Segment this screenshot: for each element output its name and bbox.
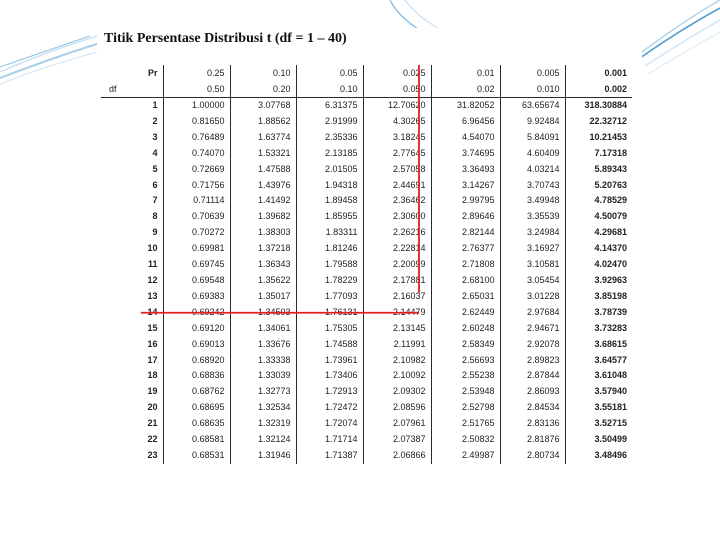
value-cell: 2.87844 bbox=[500, 368, 565, 384]
value-cell: 1.35017 bbox=[230, 289, 296, 305]
value-cell: 0.68920 bbox=[163, 353, 230, 369]
value-cell: 2.20099 bbox=[363, 257, 431, 273]
value-cell: 2.07387 bbox=[363, 432, 431, 448]
table-row bbox=[101, 448, 632, 464]
value-cell: 1.76131 bbox=[296, 305, 363, 321]
df-label: df bbox=[101, 81, 163, 98]
df-cell: 1 bbox=[152, 100, 158, 110]
df-cell: 19 bbox=[147, 386, 158, 397]
value-cell: 1.43976 bbox=[230, 178, 296, 194]
value-cell: 2.09302 bbox=[363, 384, 431, 400]
df-cell: 13 bbox=[147, 290, 158, 301]
value-cell: 2.11991 bbox=[363, 337, 431, 353]
header-cell: 0.005 bbox=[500, 65, 565, 81]
value-cell: 3.52715 bbox=[565, 416, 632, 432]
value-cell: 0.68581 bbox=[163, 432, 230, 448]
value-cell: 2.52798 bbox=[431, 400, 500, 416]
header-cell: 0.10 bbox=[230, 65, 296, 81]
value-cell: 0.68635 bbox=[163, 416, 230, 432]
value-cell: 2.16037 bbox=[363, 289, 431, 305]
table-row bbox=[101, 209, 632, 225]
value-cell: 1.41492 bbox=[230, 193, 296, 209]
value-cell: 2.97684 bbox=[500, 305, 565, 321]
df-cell: 9 bbox=[152, 227, 158, 238]
value-cell: 1.39682 bbox=[230, 209, 296, 225]
value-cell: 0.81650 bbox=[163, 114, 230, 130]
value-cell: 4.02470 bbox=[565, 257, 632, 273]
table-row bbox=[101, 225, 632, 241]
value-cell: 2.36462 bbox=[363, 193, 431, 209]
value-cell: 3.68615 bbox=[565, 337, 632, 353]
value-cell: 3.24984 bbox=[500, 225, 565, 241]
df-cell: 20 bbox=[147, 402, 158, 413]
value-cell: 1.53321 bbox=[230, 146, 296, 162]
value-cell: 6.31375 bbox=[296, 98, 363, 114]
value-cell: 2.80734 bbox=[500, 448, 565, 464]
table-row bbox=[101, 162, 632, 178]
table-row bbox=[101, 130, 632, 146]
value-cell: 2.06866 bbox=[363, 448, 431, 464]
df-cell: 14 bbox=[147, 306, 158, 317]
value-cell: 1.74588 bbox=[296, 337, 363, 353]
value-cell: 2.94671 bbox=[500, 321, 565, 337]
value-cell: 1.00000 bbox=[163, 98, 230, 114]
value-cell: 1.32319 bbox=[230, 416, 296, 432]
value-cell: 1.32534 bbox=[230, 400, 296, 416]
value-cell: 4.03214 bbox=[500, 162, 565, 178]
value-cell: 0.68762 bbox=[163, 384, 230, 400]
value-cell: 0.69745 bbox=[163, 257, 230, 273]
value-cell: 2.22814 bbox=[363, 241, 431, 257]
value-cell: 1.33676 bbox=[230, 337, 296, 353]
header-cell: 0.010 bbox=[500, 81, 565, 98]
value-cell: 0.68695 bbox=[163, 400, 230, 416]
value-cell: 2.56693 bbox=[431, 353, 500, 369]
value-cell: 2.10092 bbox=[363, 368, 431, 384]
value-cell: 2.55238 bbox=[431, 368, 500, 384]
value-cell: 2.58349 bbox=[431, 337, 500, 353]
value-cell: 2.89646 bbox=[431, 209, 500, 225]
value-cell: 1.77093 bbox=[296, 289, 363, 305]
value-cell: 1.36343 bbox=[230, 257, 296, 273]
value-cell: 3.55181 bbox=[565, 400, 632, 416]
header-cell: 0.050 bbox=[363, 81, 431, 98]
value-cell: 3.73283 bbox=[565, 321, 632, 337]
value-cell: 2.26216 bbox=[363, 225, 431, 241]
value-cell: 3.10581 bbox=[500, 257, 565, 273]
value-cell: 1.79588 bbox=[296, 257, 363, 273]
value-cell: 3.70743 bbox=[500, 178, 565, 194]
header-cell: 0.01 bbox=[431, 65, 500, 81]
value-cell: 2.65031 bbox=[431, 289, 500, 305]
value-cell: 63.65674 bbox=[500, 98, 565, 114]
value-cell: 2.86093 bbox=[500, 384, 565, 400]
table-row bbox=[101, 368, 632, 384]
df-cell: 23 bbox=[147, 449, 158, 460]
header-cell: 0.001 bbox=[565, 65, 632, 81]
value-cell: 2.99795 bbox=[431, 193, 500, 209]
header-cell: 0.25 bbox=[163, 65, 230, 81]
value-cell: 3.57940 bbox=[565, 384, 632, 400]
value-cell: 3.48496 bbox=[565, 448, 632, 464]
value-cell: 2.82144 bbox=[431, 225, 500, 241]
header-cell: 0.002 bbox=[565, 81, 632, 98]
table-row bbox=[101, 384, 632, 400]
value-cell: 1.75305 bbox=[296, 321, 363, 337]
value-cell: 0.69242 bbox=[163, 305, 230, 321]
value-cell: 3.78739 bbox=[565, 305, 632, 321]
df-cell: 10 bbox=[147, 243, 158, 254]
value-cell: 0.69548 bbox=[163, 273, 230, 289]
value-cell: 0.74070 bbox=[163, 146, 230, 162]
value-cell: 2.01505 bbox=[296, 162, 363, 178]
value-cell: 0.71756 bbox=[163, 178, 230, 194]
header-cell: 0.025 bbox=[363, 65, 431, 81]
value-cell: 3.07768 bbox=[230, 98, 296, 114]
value-cell: 2.08596 bbox=[363, 400, 431, 416]
value-cell: 1.73406 bbox=[296, 368, 363, 384]
value-cell: 2.17881 bbox=[363, 273, 431, 289]
value-cell: 4.50079 bbox=[565, 209, 632, 225]
value-cell: 3.18245 bbox=[363, 130, 431, 146]
table-row bbox=[101, 416, 632, 432]
value-cell: 6.96456 bbox=[431, 114, 500, 130]
header-cell: 0.20 bbox=[230, 81, 296, 98]
df-cell: 16 bbox=[147, 338, 158, 349]
value-cell: 2.50832 bbox=[431, 432, 500, 448]
df-cell: 7 bbox=[152, 195, 158, 206]
value-cell: 2.83136 bbox=[500, 416, 565, 432]
value-cell: 1.94318 bbox=[296, 178, 363, 194]
df-cell: 17 bbox=[147, 354, 158, 365]
value-cell: 0.69981 bbox=[163, 241, 230, 257]
value-cell: 1.32773 bbox=[230, 384, 296, 400]
value-cell: 2.68100 bbox=[431, 273, 500, 289]
value-cell: 2.91999 bbox=[296, 114, 363, 130]
value-cell: 2.10982 bbox=[363, 353, 431, 369]
value-cell: 3.64577 bbox=[565, 353, 632, 369]
value-cell: 2.14479 bbox=[363, 305, 431, 321]
value-cell: 4.78529 bbox=[565, 193, 632, 209]
df-cell: 8 bbox=[152, 211, 158, 222]
value-cell: 1.37218 bbox=[230, 241, 296, 257]
top-left-swoosh bbox=[0, 34, 110, 84]
pr-label: Pr bbox=[147, 68, 158, 78]
value-cell: 0.68836 bbox=[163, 368, 230, 384]
value-cell: 0.71114 bbox=[163, 193, 230, 209]
value-cell: 3.14267 bbox=[431, 178, 500, 194]
value-cell: 318.30884 bbox=[565, 98, 632, 114]
header-cell: 0.05 bbox=[296, 65, 363, 81]
value-cell: 2.49987 bbox=[431, 448, 500, 464]
value-cell: 2.35336 bbox=[296, 130, 363, 146]
value-cell: 0.70639 bbox=[163, 209, 230, 225]
value-cell: 2.13145 bbox=[363, 321, 431, 337]
page-title: Titik Persentase Distribusi t (df = 1 – 40) bbox=[104, 31, 347, 46]
value-cell: 9.92484 bbox=[500, 114, 565, 130]
value-cell: 3.35539 bbox=[500, 209, 565, 225]
value-cell: 5.84091 bbox=[500, 130, 565, 146]
value-cell: 2.92078 bbox=[500, 337, 565, 353]
value-cell: 1.88562 bbox=[230, 114, 296, 130]
value-cell: 2.51765 bbox=[431, 416, 500, 432]
df-cell: 12 bbox=[147, 274, 158, 285]
table-row bbox=[101, 321, 632, 337]
value-cell: 3.74695 bbox=[431, 146, 500, 162]
value-cell: 2.62449 bbox=[431, 305, 500, 321]
value-cell: 4.14370 bbox=[565, 241, 632, 257]
value-cell: 0.76489 bbox=[163, 130, 230, 146]
value-cell: 0.70272 bbox=[163, 225, 230, 241]
header-row-two-tailed bbox=[101, 81, 632, 98]
value-cell: 2.53948 bbox=[431, 384, 500, 400]
value-cell: 1.47588 bbox=[230, 162, 296, 178]
table-row bbox=[101, 353, 632, 369]
table-row bbox=[101, 114, 632, 130]
value-cell: 22.32712 bbox=[565, 114, 632, 130]
value-cell: 1.73961 bbox=[296, 353, 363, 369]
value-cell: 3.85198 bbox=[565, 289, 632, 305]
value-cell: 3.36493 bbox=[431, 162, 500, 178]
value-cell: 0.68531 bbox=[163, 448, 230, 464]
value-cell: 2.57058 bbox=[363, 162, 431, 178]
value-cell: 10.21453 bbox=[565, 130, 632, 146]
value-cell: 3.50499 bbox=[565, 432, 632, 448]
value-cell: 1.81246 bbox=[296, 241, 363, 257]
value-cell: 2.71808 bbox=[431, 257, 500, 273]
table-row bbox=[101, 146, 632, 162]
table-row bbox=[101, 98, 632, 114]
table-row bbox=[101, 400, 632, 416]
t-distribution-table bbox=[101, 65, 632, 464]
value-cell: 0.69383 bbox=[163, 289, 230, 305]
value-cell: 1.72074 bbox=[296, 416, 363, 432]
table-row bbox=[101, 257, 632, 273]
value-cell: 2.44691 bbox=[363, 178, 431, 194]
table-body bbox=[101, 98, 632, 464]
df-cell: 21 bbox=[147, 418, 158, 429]
value-cell: 1.83311 bbox=[296, 225, 363, 241]
value-cell: 1.33039 bbox=[230, 368, 296, 384]
value-cell: 2.84534 bbox=[500, 400, 565, 416]
value-cell: 0.69120 bbox=[163, 321, 230, 337]
value-cell: 1.31946 bbox=[230, 448, 296, 464]
value-cell: 1.34061 bbox=[230, 321, 296, 337]
df-cell: 2 bbox=[152, 115, 158, 126]
header-cell: 0.02 bbox=[431, 81, 500, 98]
df-cell: 11 bbox=[147, 259, 158, 270]
table-row bbox=[101, 432, 632, 448]
t-table-panel bbox=[97, 28, 642, 493]
value-cell: 12.70620 bbox=[363, 98, 431, 114]
header-cell: 0.50 bbox=[163, 81, 230, 98]
value-cell: 1.72472 bbox=[296, 400, 363, 416]
table-row bbox=[101, 273, 632, 289]
value-cell: 2.30600 bbox=[363, 209, 431, 225]
value-cell: 2.77645 bbox=[363, 146, 431, 162]
value-cell: 2.89823 bbox=[500, 353, 565, 369]
value-cell: 4.60409 bbox=[500, 146, 565, 162]
table-row bbox=[101, 193, 632, 209]
table-row bbox=[101, 289, 632, 305]
value-cell: 1.71714 bbox=[296, 432, 363, 448]
df-cell: 4 bbox=[152, 147, 158, 158]
table-row bbox=[101, 305, 632, 321]
df-cell: 15 bbox=[147, 322, 158, 333]
value-cell: 7.17318 bbox=[565, 146, 632, 162]
value-cell: 5.89343 bbox=[565, 162, 632, 178]
value-cell: 1.32124 bbox=[230, 432, 296, 448]
value-cell: 3.16927 bbox=[500, 241, 565, 257]
value-cell: 3.01228 bbox=[500, 289, 565, 305]
value-cell: 0.72669 bbox=[163, 162, 230, 178]
value-cell: 5.20763 bbox=[565, 178, 632, 194]
value-cell: 2.07961 bbox=[363, 416, 431, 432]
value-cell: 31.82052 bbox=[431, 98, 500, 114]
value-cell: 1.85955 bbox=[296, 209, 363, 225]
df-cell: 5 bbox=[152, 163, 158, 174]
table-row bbox=[101, 337, 632, 353]
value-cell: 0.69013 bbox=[163, 337, 230, 353]
df-cell: 3 bbox=[152, 131, 158, 142]
value-cell: 1.71387 bbox=[296, 448, 363, 464]
value-cell: 2.76377 bbox=[431, 241, 500, 257]
df-cell: 18 bbox=[147, 370, 158, 381]
value-cell: 3.05454 bbox=[500, 273, 565, 289]
table-row bbox=[101, 178, 632, 194]
value-cell: 1.38303 bbox=[230, 225, 296, 241]
value-cell: 1.63774 bbox=[230, 130, 296, 146]
value-cell: 4.54070 bbox=[431, 130, 500, 146]
value-cell: 1.35622 bbox=[230, 273, 296, 289]
table-row bbox=[101, 241, 632, 257]
header-row-probability bbox=[101, 65, 632, 81]
df-cell: 22 bbox=[147, 434, 158, 445]
value-cell: 4.29681 bbox=[565, 225, 632, 241]
value-cell: 3.49948 bbox=[500, 193, 565, 209]
value-cell: 1.89458 bbox=[296, 193, 363, 209]
value-cell: 4.30265 bbox=[363, 114, 431, 130]
value-cell: 1.72913 bbox=[296, 384, 363, 400]
value-cell: 1.33338 bbox=[230, 353, 296, 369]
value-cell: 3.92963 bbox=[565, 273, 632, 289]
value-cell: 1.34503 bbox=[230, 305, 296, 321]
bottom-strip bbox=[0, 493, 720, 540]
value-cell: 3.61048 bbox=[565, 368, 632, 384]
value-cell: 2.60248 bbox=[431, 321, 500, 337]
value-cell: 2.81876 bbox=[500, 432, 565, 448]
value-cell: 1.78229 bbox=[296, 273, 363, 289]
value-cell: 2.13185 bbox=[296, 146, 363, 162]
df-cell: 6 bbox=[152, 179, 158, 190]
header-cell: 0.10 bbox=[296, 81, 363, 98]
